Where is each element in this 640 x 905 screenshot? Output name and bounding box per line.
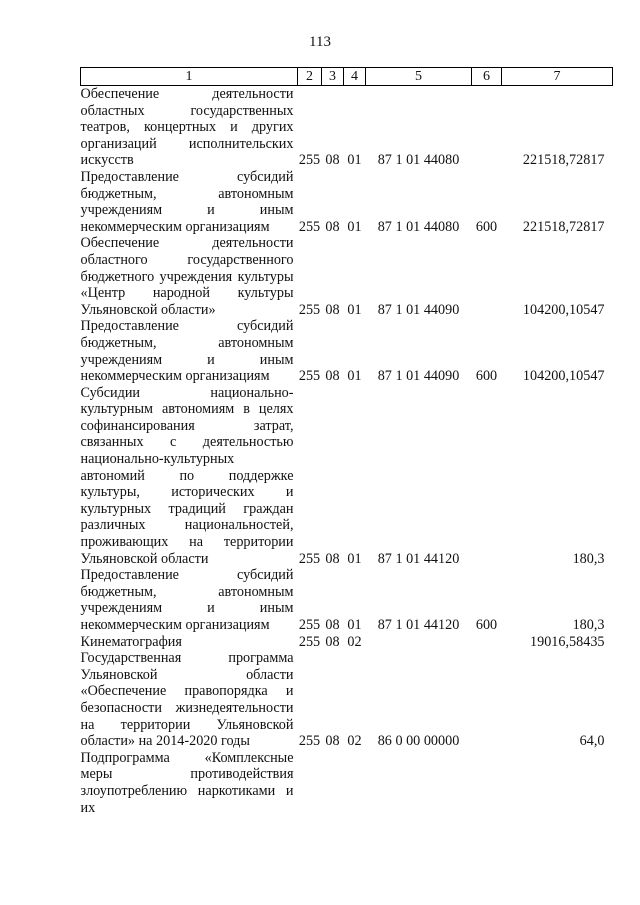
row-name: Обеспечение деятельности областного государственного бюджетного учреждения культуры «Центр народной культуры Ульяновской области» xyxy=(80,235,294,318)
row-csr: 87 1 01 44080 xyxy=(377,152,460,169)
row-name: Предоставление субсидий бюджетным, автономным учреждениям и иным некоммерческим организациям xyxy=(80,168,294,235)
row-rz: 08 xyxy=(325,617,340,633)
column-header-5: 5 xyxy=(366,68,472,86)
row-rz: 08 xyxy=(325,301,340,318)
column-header-2: 2 xyxy=(298,68,322,86)
row-pr: 01 xyxy=(347,218,362,235)
row-csr: 87 1 01 44120 xyxy=(377,617,460,633)
row-pr: 01 xyxy=(347,301,362,318)
row-sum: 221518,72817 xyxy=(522,152,605,169)
row-sum xyxy=(502,750,613,816)
row-vr: 600 xyxy=(475,218,498,235)
row-pr: 01 xyxy=(347,368,362,385)
column-header-4: 4 xyxy=(344,68,366,86)
row-pr: 01 xyxy=(347,550,362,567)
row-pr xyxy=(344,750,366,816)
row-pr: 01 xyxy=(347,152,362,169)
row-ved: 255 xyxy=(298,368,321,385)
row-pr: 01 xyxy=(347,617,362,633)
row-rz xyxy=(322,750,344,816)
table-row xyxy=(81,750,613,816)
row-name: Предоставление субсидий бюджетным, автономным учреждениям и иным некоммерческим организациям xyxy=(80,318,294,385)
table-row xyxy=(81,169,613,235)
row-rz: 08 xyxy=(325,633,340,650)
row-vr: 600 xyxy=(475,617,498,633)
header-row xyxy=(81,68,613,86)
row-sum: 64,0 xyxy=(579,733,605,750)
row-sum: 104200,10547 xyxy=(522,368,605,385)
table-row xyxy=(81,634,613,651)
table-row xyxy=(81,385,613,568)
row-vr xyxy=(472,86,502,169)
row-ved: 255 xyxy=(298,633,321,650)
row-sum: 221518,72817 xyxy=(522,218,605,235)
row-ved: 255 xyxy=(298,733,321,750)
table-row xyxy=(81,86,613,169)
row-name: Предоставление субсидий бюджетным, автономным учреждениям и иным некоммерческим организациям xyxy=(80,567,294,633)
row-name: Государственная программа Ульяновской области «Обеспечение правопорядка и безопасности жизнедеятельности на территории Ульяновской области» на 2014-2020 годы xyxy=(80,650,294,750)
row-rz: 08 xyxy=(325,218,340,235)
column-header-3: 3 xyxy=(322,68,344,86)
row-csr xyxy=(366,634,472,651)
row-name: Подпрограмма «Комплексные меры противодействия злоупотреблению наркотиками и их xyxy=(80,749,294,816)
row-ved: 255 xyxy=(298,152,321,169)
budget-table xyxy=(80,67,613,816)
column-header-1: 1 xyxy=(81,68,298,86)
row-rz: 08 xyxy=(325,550,340,567)
row-csr xyxy=(366,750,472,816)
row-csr: 87 1 01 44090 xyxy=(377,301,460,318)
row-csr: 87 1 01 44080 xyxy=(377,218,460,235)
row-vr xyxy=(472,634,502,651)
row-csr: 86 0 00 00000 xyxy=(377,733,460,750)
row-sum: 19016,58435 xyxy=(530,633,605,650)
row-vr: 600 xyxy=(475,368,498,385)
row-ved: 255 xyxy=(298,218,321,235)
table-row xyxy=(81,235,613,318)
row-rz: 08 xyxy=(325,733,340,750)
row-sum: 104200,10547 xyxy=(522,301,605,318)
row-ved xyxy=(298,750,322,816)
row-pr: 02 xyxy=(347,733,362,750)
row-vr xyxy=(472,650,502,750)
row-csr: 87 1 01 44120 xyxy=(377,550,460,567)
row-sum: 180,3 xyxy=(572,550,605,567)
table-row xyxy=(81,567,613,633)
row-vr xyxy=(472,750,502,816)
row-rz: 08 xyxy=(325,152,340,169)
table-row xyxy=(81,650,613,750)
row-sum: 180,3 xyxy=(572,617,605,633)
row-name: Обеспечение деятельности областных государственных театров, концертных и других организаций исполнительских искусств xyxy=(80,86,294,169)
row-vr xyxy=(472,235,502,318)
row-rz: 08 xyxy=(325,368,340,385)
row-ved: 255 xyxy=(298,617,321,633)
row-csr: 87 1 01 44090 xyxy=(377,368,460,385)
column-header-7: 7 xyxy=(502,68,613,86)
table-row xyxy=(81,318,613,384)
row-vr xyxy=(472,385,502,568)
column-header-6: 6 xyxy=(472,68,502,86)
row-name: Субсидии национально-культурным автономиям в целях софинансирования затрат, связанных с деятельностью национально-культурных автономий по поддержке культуры, исторических и культурных традиций граждан различных национальностей, проживающих на территории Ульяновской области xyxy=(80,384,294,567)
row-name: Кинематография xyxy=(80,633,182,650)
row-ved: 255 xyxy=(298,550,321,567)
row-pr: 02 xyxy=(347,633,362,650)
page-number: 113 xyxy=(309,34,331,50)
row-ved: 255 xyxy=(298,301,321,318)
